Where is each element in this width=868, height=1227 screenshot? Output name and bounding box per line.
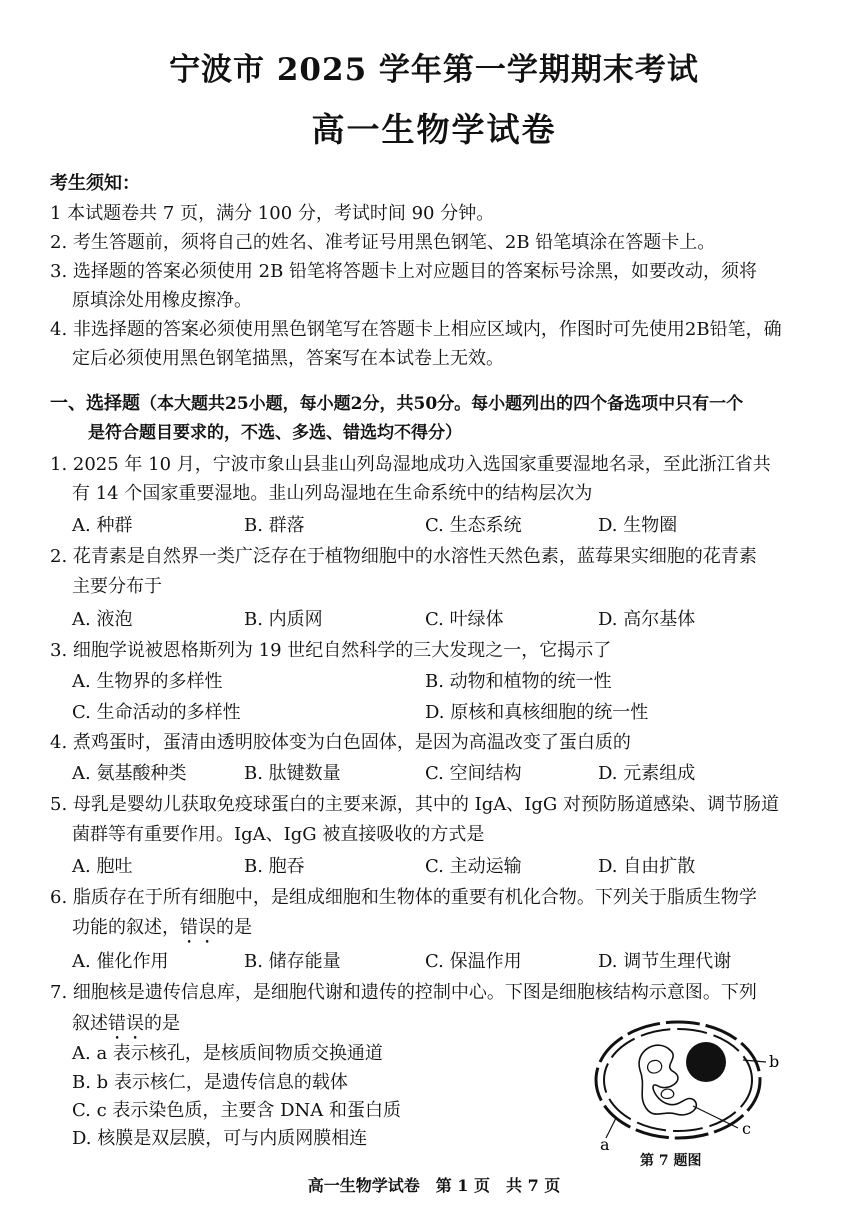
q2-option-a: A. 液泡 [72, 609, 133, 630]
notice-item-3-cont: 原填涂处用橡皮擦净。 [72, 290, 252, 311]
q1-option-a: A. 种群 [72, 515, 133, 536]
section-title: 一、选择题 [50, 393, 140, 414]
q6-option-d: D. 调节生理代谢 [598, 951, 732, 972]
section-note-1: （本大题共25小题，每小题2分，共50分。每小题列出的四个备选项中只有一个 [140, 394, 744, 414]
q6-stem-2-pre: 功能的叙述， [72, 917, 180, 938]
q4-stem: 4. 煮鸡蛋时，蛋清由透明胶体变为白色固体，是因为高温改变了蛋白质的 [50, 732, 631, 753]
q3-option-a: A. 生物界的多样性 [72, 671, 223, 692]
notice-item-3: 3. 选择题的答案必须使用 2B 铅笔将答题卡上对应题目的答案标号涂黑，如要改动，须将 [50, 261, 758, 282]
q7-stem-2 [72, 1012, 180, 1044]
notice-item-4-cont: 定后必须使用黑色钢笔描黑，答案写在本试卷上无效。 [72, 348, 504, 369]
q4-option-a: A. 氨基酸种类 [72, 763, 187, 784]
q6-emphasis: 错误 [180, 917, 216, 938]
q5-option-c: C. 主动运输 [425, 856, 522, 877]
notice-item-4: 4. 非选择题的答案必须使用黑色钢笔写在答题卡上相应区域内，作图时可先使用2B铅笔，确 [50, 319, 782, 340]
q2-stem-1: 2. 花青素是自然界一类广泛存在于植物细胞中的水溶性天然色素，蓝莓果实细胞的花青素 [50, 546, 757, 567]
nucleus-diagram [588, 1010, 788, 1170]
q6-stem-1: 6. 脂质存在于所有细胞中，是组成细胞和生物体的重要有机化合物。下列关于脂质生物学 [50, 887, 757, 908]
q3-option-c: C. 生命活动的多样性 [72, 702, 241, 723]
q5-option-d: D. 自由扩散 [598, 856, 696, 877]
q7-stem-2-post: 的是 [144, 1013, 180, 1034]
q2-option-c: C. 叶绿体 [425, 609, 504, 630]
q4-option-c: C. 空间结构 [425, 763, 522, 784]
q4-option-d: D. 元素组成 [598, 763, 696, 784]
q6-option-b: B. 储存能量 [244, 951, 341, 972]
exam-subtitle: 高一生物学试卷 [311, 110, 557, 149]
q1-option-c: C. 生态系统 [425, 515, 522, 536]
q6-stem-2-post: 的是 [216, 917, 252, 938]
exam-title: 宁波市 2025 学年第一学期期末考试 [169, 52, 699, 88]
q5-option-b: B. 胞吞 [244, 856, 305, 877]
section-note-2: 是符合题目要求的，不选、多选、错选均不得分） [88, 423, 462, 443]
notice-item-2: 2. 考生答题前，须将自己的姓名、准考证号用黑色钢笔、2B 铅笔填涂在答题卡上。 [50, 232, 716, 253]
notice-heading: 考生须知： [50, 173, 140, 194]
q7-stem-2-pre: 叙述 [72, 1013, 108, 1034]
q5-stem-1: 5. 母乳是婴幼儿获取免疫球蛋白的主要来源，其中的 IgA、IgG 对预防肠道感染、调节肠道 [50, 794, 779, 815]
q2-stem-2: 主要分布于 [72, 576, 162, 597]
q6-option-c: C. 保温作用 [425, 951, 522, 972]
q7-option-c: C. c 表示染色质，主要含 DNA 和蛋白质 [72, 1100, 401, 1121]
q3-option-d: D. 原核和真核细胞的统一性 [425, 702, 649, 723]
q7-stem-1: 7. 细胞核是遗传信息库，是细胞代谢和遗传的控制中心。下图是细胞核结构示意图。下列 [50, 982, 757, 1003]
q1-stem-1: 1. 2025 年 10 月，宁波市象山县韭山列岛湿地成功入选国家重要湿地名录，至此浙江省共 [50, 454, 771, 475]
page-footer: 高一生物学试卷 第 1 页 共 7 页 [307, 1176, 561, 1195]
q7-emphasis: 错误 [108, 1013, 144, 1034]
label-b: b [769, 1052, 780, 1071]
q7-option-d: D. 核膜是双层膜，可与内质网膜相连 [72, 1128, 368, 1149]
q7-option-a: A. a 表示核孔，是核质间物质交换通道 [72, 1043, 383, 1064]
label-c: c [742, 1119, 751, 1138]
section-heading [50, 392, 743, 416]
nucleolus [686, 1042, 726, 1082]
q2-option-d: D. 高尔基体 [598, 609, 696, 630]
q2-option-b: B. 内质网 [244, 609, 323, 630]
q1-option-d: D. 生物圈 [598, 515, 678, 536]
q7-option-b: B. b 表示核仁，是遗传信息的载体 [72, 1072, 348, 1093]
q3-option-b: B. 动物和植物的统一性 [425, 671, 612, 692]
notice-item-1: 1 本试题卷共 7 页，满分 100 分，考试时间 90 分钟。 [50, 203, 495, 224]
label-a: a [600, 1135, 610, 1154]
q5-stem-2: 菌群等有重要作用。IgA、IgG 被直接吸收的方式是 [72, 824, 485, 845]
q6-option-a: A. 催化作用 [72, 951, 169, 972]
q6-stem-2 [72, 916, 252, 948]
q5-option-a: A. 胞吐 [72, 856, 133, 877]
q3-stem: 3. 细胞学说被恩格斯列为 19 世纪自然科学的三大发现之一，它揭示了 [50, 640, 612, 661]
q4-option-b: B. 肽键数量 [244, 763, 341, 784]
q1-stem-2: 有 14 个国家重要湿地。韭山列岛湿地在生命系统中的结构层次为 [72, 483, 593, 504]
figure-caption: 第 7 题图 [640, 1153, 702, 1169]
q1-option-b: B. 群落 [244, 515, 305, 536]
